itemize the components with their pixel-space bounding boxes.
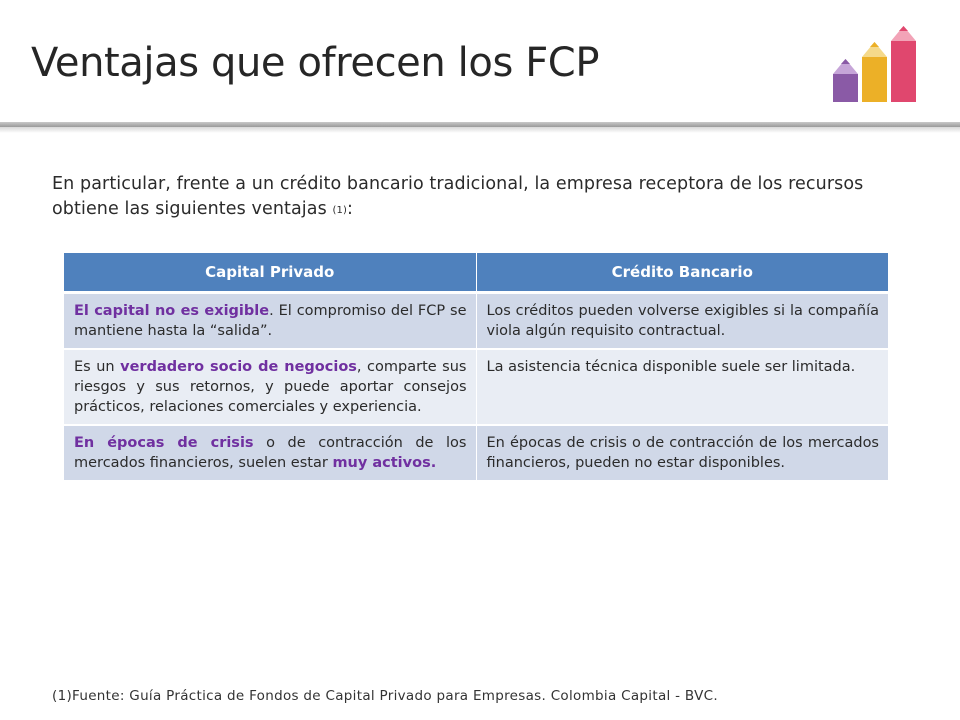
comparison-table (64, 253, 888, 482)
cell-highlight: El capital no es exigible (74, 303, 270, 319)
table-row (64, 425, 888, 481)
intro-text: En particular, frente a un crédito bancario tradicional, la empresa receptora de los recursos obtiene las siguientes ventajas (52, 174, 864, 219)
intro-paragraph (52, 172, 880, 223)
credito-bancario-cell: La asistencia técnica disponible suele ser limitada. (476, 349, 888, 425)
cell-highlight: muy activos. (332, 455, 437, 471)
cell-text: o de contracción de los mercados financieros, suelen estar (74, 435, 467, 471)
title-divider-shadow (0, 127, 960, 133)
source-footnote: (1)Fuente: Guía Práctica de Fondos de Capital Privado para Empresas. Colombia Capital - BVC. (52, 688, 718, 704)
capital-privado-cell (64, 349, 476, 425)
table-row (64, 349, 888, 425)
cell-text: Es un (74, 359, 121, 375)
capital-privado-cell (64, 425, 476, 481)
cell-highlight: verdadero socio de negocios (120, 359, 357, 375)
header-capital-privado: Capital Privado (64, 253, 476, 293)
table-row (64, 293, 888, 350)
table-header-row (64, 253, 888, 293)
cell-highlight: En épocas de crisis (74, 435, 254, 451)
colored-pencils-bar-chart-icon (830, 24, 922, 104)
credito-bancario-cell: En épocas de crisis o de contracción de los mercados financieros, pueden no estar disponibles. (476, 425, 888, 481)
slide-title: Ventajas que ofrecen los FCP (31, 40, 600, 86)
intro-reference: (1) (332, 205, 347, 216)
cell-text: . El compromiso del FCP se mantiene hasta la “salida”. (74, 303, 467, 339)
cell-text: , comparte sus riesgos y sus retornos, y puede aportar consejos prácticos, relaciones comerciales y experiencia. (74, 359, 467, 415)
capital-privado-cell (64, 293, 476, 350)
credito-bancario-cell: Los créditos pueden volverse exigibles si la compañía viola algún requisito contractual. (476, 293, 888, 350)
intro-colon: : (346, 199, 353, 219)
header-credito-bancario: Crédito Bancario (476, 253, 888, 293)
